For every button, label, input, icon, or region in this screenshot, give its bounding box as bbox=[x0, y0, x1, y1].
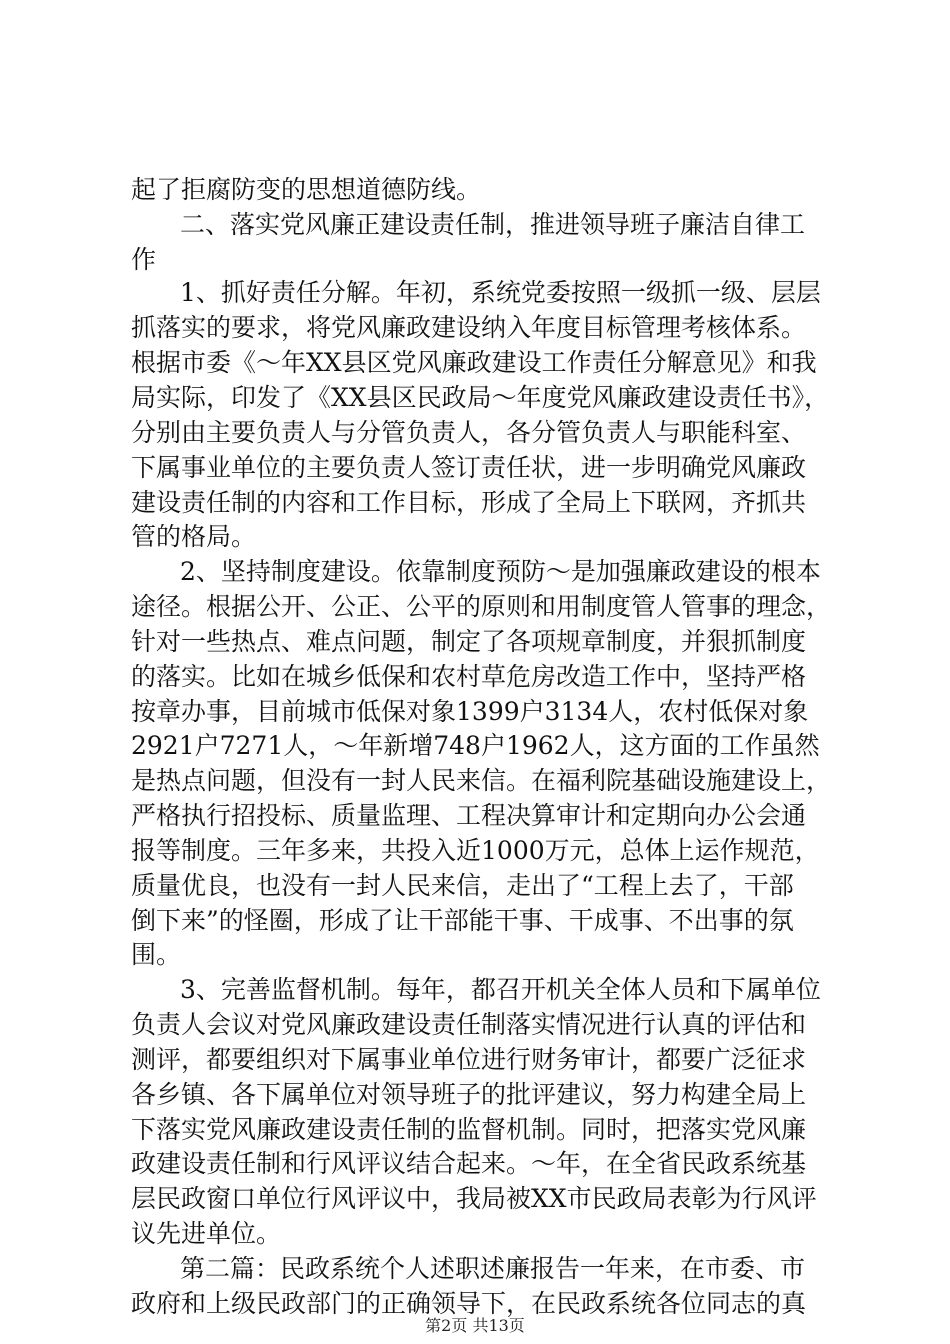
text-line: 管的格局。 bbox=[131, 522, 257, 551]
text-line: 建设责任制的内容和工作目标，形成了全局上下联网，齐抓共 bbox=[131, 488, 807, 517]
text-line: 局实际，印发了《XX县区民政局～年度党风廉政建设责任书》， bbox=[131, 383, 830, 412]
text-line: 是热点问题，但没有一封人民来信。在福利院基础设施建设上， bbox=[131, 766, 832, 795]
text-line: 报等制度。三年多来，共投入近1000万元，总体上运作规范， bbox=[131, 836, 820, 865]
text-line: 测评，都要组织对下属事业单位进行财务审计，都要广泛征求 bbox=[131, 1045, 807, 1074]
section-heading-line: 作 bbox=[131, 245, 157, 274]
text-line: 的落实。比如在城乡低保和农村草危房改造工作中，坚持严格 bbox=[131, 662, 807, 691]
text-line: 下属事业单位的主要负责人签订责任状，进一步明确党风廉政 bbox=[131, 453, 807, 482]
text-line: 严格执行招投标、质量监理、工程决算审计和定期向办公会通 bbox=[131, 801, 807, 830]
section-heading-line: 二、落实党风廉正建设责任制，推进领导班子廉洁自律工 bbox=[155, 210, 806, 239]
text-line: 抓落实的要求，将党风廉政建设纳入年度目标管理考核体系。 bbox=[131, 313, 807, 342]
page-number-footer: 第2页 共13页 bbox=[425, 1316, 525, 1335]
text-line: 途径。根据公开、公正、公平的原则和用制度管人管事的理念， bbox=[131, 592, 832, 621]
text-line: 1、抓好责任分解。年初，系统党委按照一级抓一级、层层 bbox=[155, 278, 821, 307]
text-line: 第二篇：民政系统个人述职述廉报告一年来，在市委、市 bbox=[155, 1254, 806, 1283]
text-line: 分别由主要负责人与分管负责人，各分管负责人与职能科室、 bbox=[131, 418, 807, 447]
text-line: 倒下来”的怪圈，形成了让干部能干事、干成事、不出事的氛 bbox=[131, 906, 794, 935]
text-line: 围。 bbox=[131, 940, 182, 969]
text-line: 各乡镇、各下属单位对领导班子的批评建议，努力构建全局上 bbox=[131, 1080, 807, 1109]
text-line: 起了拒腐防变的思想道德防线。 bbox=[131, 175, 482, 204]
text-line: 层民政窗口单位行风评议中，我局被XX市民政局表彰为行风评 bbox=[131, 1184, 817, 1213]
text-line: 3、完善监督机制。每年，都召开机关全体人员和下属单位 bbox=[155, 975, 821, 1004]
text-line: 2、坚持制度建设。依靠制度预防～是加强廉政建设的根本 bbox=[155, 557, 821, 586]
text-line: 按章办事，目前城市低保对象1399户3134人，农村低保对象 bbox=[131, 697, 809, 726]
text-line: 政建设责任制和行风评议结合起来。～年，在全省民政系统基 bbox=[131, 1149, 807, 1178]
text-line: 负责人会议对党风廉政建设责任制落实情况进行认真的评估和 bbox=[131, 1010, 807, 1039]
text-line: 议先进单位。 bbox=[131, 1219, 282, 1248]
text-line: 政府和上级民政部门的正确领导下，在民政系统各位同志的真 bbox=[131, 1289, 807, 1318]
text-line: 质量优良，也没有一封人民来信，走出了“工程上去了，干部 bbox=[131, 871, 794, 900]
text-line: 针对一些热点、难点问题，制定了各项规章制度，并狠抓制度 bbox=[131, 627, 807, 656]
text-line: 下落实党风廉政建设责任制的监督机制。同时，把落实党风廉 bbox=[131, 1115, 807, 1144]
text-line: 根据市委《～年XX县区党风廉政建设工作责任分解意见》和我 bbox=[131, 348, 817, 377]
text-line: 2921户7271人，～年新增748户1962人，这方面的工作虽然 bbox=[131, 731, 820, 760]
